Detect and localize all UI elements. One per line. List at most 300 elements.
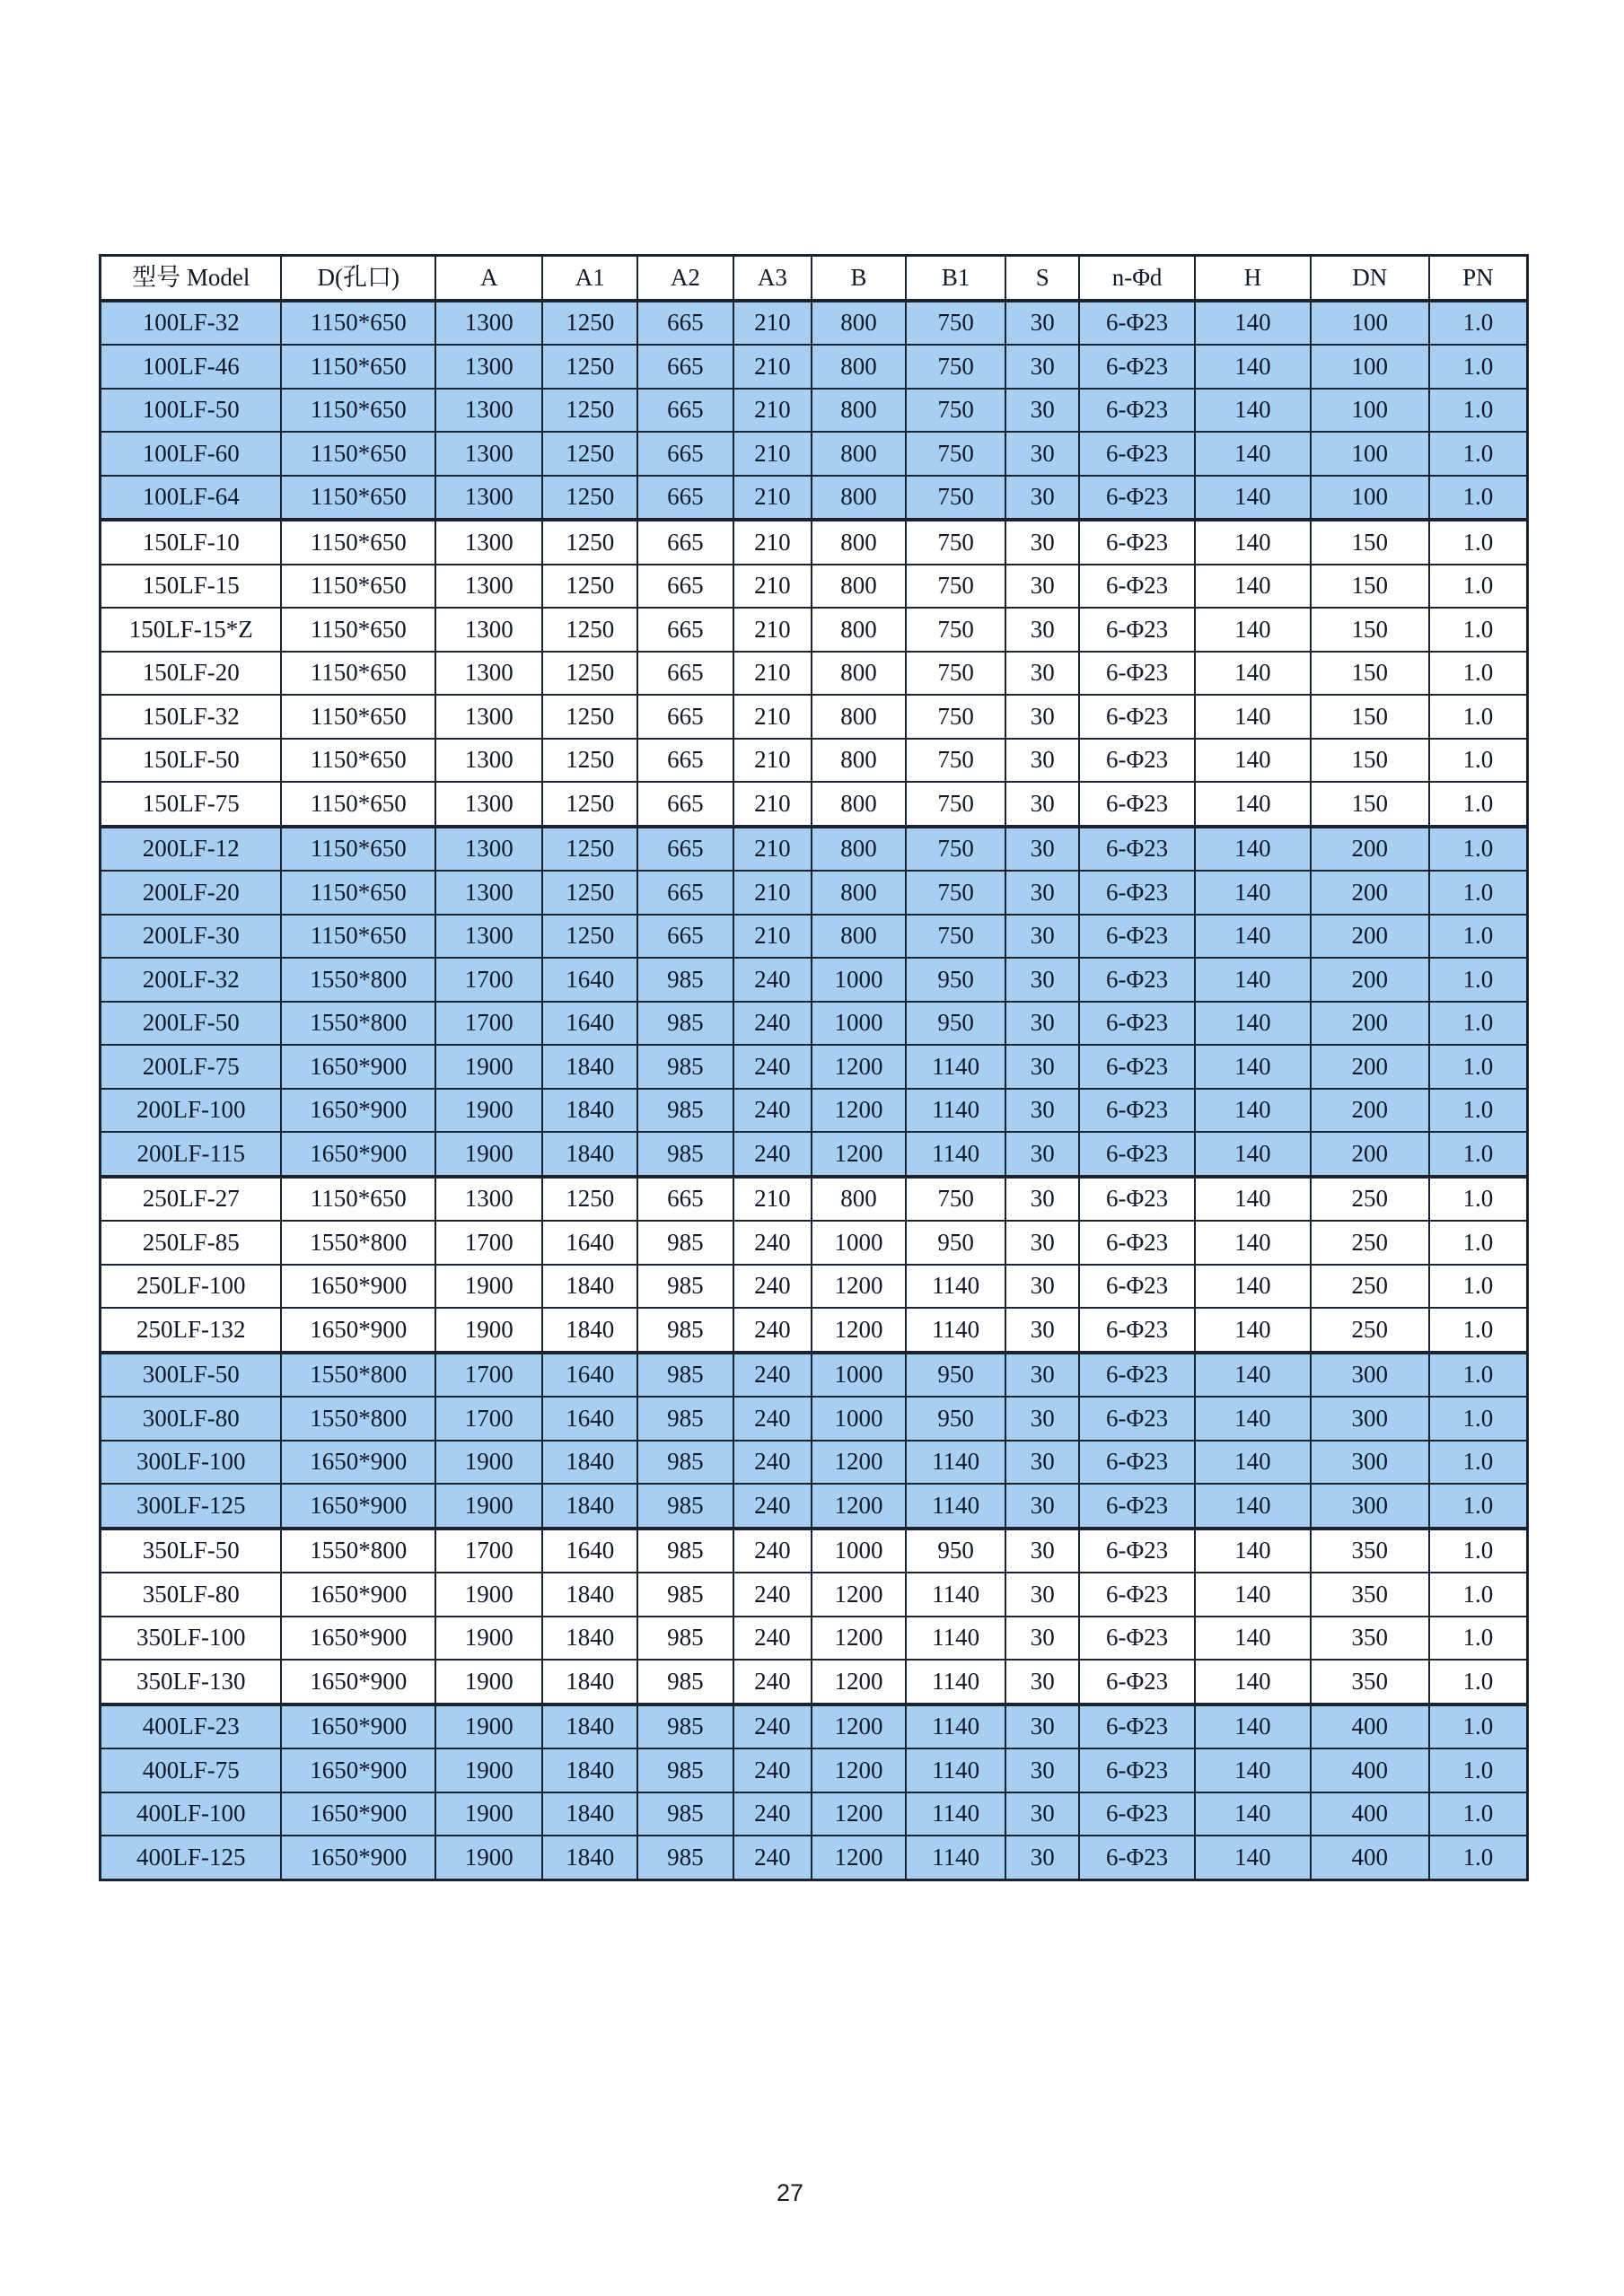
table-cell: 1140 — [906, 1617, 1005, 1661]
table-cell: 1.0 — [1429, 1177, 1528, 1222]
table-cell: 1300 — [435, 827, 542, 872]
table-cell: 1200 — [812, 1484, 906, 1529]
table-cell: 6-Φ23 — [1079, 782, 1195, 827]
table-cell: 800 — [812, 565, 906, 609]
table-cell: 240 — [733, 1353, 812, 1398]
table-cell: 1550*800 — [281, 1397, 435, 1441]
model-cell: 400LF-23 — [101, 1704, 282, 1749]
table-row-150lf-20 — [101, 652, 1528, 696]
table-cell: 665 — [637, 520, 733, 565]
table-cell: 30 — [1005, 389, 1079, 433]
table-cell: 1200 — [812, 1308, 906, 1353]
table-cell: 750 — [906, 782, 1005, 827]
table-cell: 210 — [733, 565, 812, 609]
table-row-100lf-46 — [101, 345, 1528, 389]
table-cell: 1300 — [435, 782, 542, 827]
table-cell: 1650*900 — [281, 1617, 435, 1661]
table-cell: 800 — [812, 739, 906, 783]
table-cell: 140 — [1195, 1660, 1311, 1704]
table-cell: 140 — [1195, 739, 1311, 783]
table-cell: 300 — [1311, 1397, 1429, 1441]
table-cell: 1.0 — [1429, 476, 1528, 521]
column-header-s: S — [1005, 256, 1079, 301]
table-cell: 140 — [1195, 1089, 1311, 1133]
table-cell: 1140 — [906, 1132, 1005, 1177]
table-cell: 240 — [733, 1002, 812, 1046]
table-cell: 1840 — [542, 1484, 637, 1529]
table-row-200lf-20 — [101, 871, 1528, 915]
table-cell: 250 — [1311, 1308, 1429, 1353]
model-cell: 200LF-30 — [101, 915, 282, 959]
table-cell: 1250 — [542, 389, 637, 433]
table-cell: 1150*650 — [281, 432, 435, 476]
table-cell: 1300 — [435, 520, 542, 565]
table-cell: 240 — [733, 958, 812, 1002]
table-cell: 750 — [906, 652, 1005, 696]
table-cell: 665 — [637, 389, 733, 433]
table-cell: 240 — [733, 1089, 812, 1133]
model-cell: 200LF-100 — [101, 1089, 282, 1133]
table-cell: 1250 — [542, 432, 637, 476]
table-cell: 210 — [733, 476, 812, 521]
table-cell: 100 — [1311, 432, 1429, 476]
table-row-150lf-10 — [101, 520, 1528, 565]
table-cell: 6-Φ23 — [1079, 827, 1195, 872]
table-cell: 1200 — [812, 1617, 906, 1661]
table-cell: 665 — [637, 695, 733, 739]
table-cell: 1840 — [542, 1265, 637, 1309]
table-cell: 140 — [1195, 565, 1311, 609]
table-cell: 800 — [812, 871, 906, 915]
table-cell: 140 — [1195, 1132, 1311, 1177]
table-row-150lf-15*z — [101, 608, 1528, 652]
table-cell: 1650*900 — [281, 1792, 435, 1836]
table-cell: 1.0 — [1429, 958, 1528, 1002]
table-cell: 1.0 — [1429, 1748, 1528, 1792]
table-cell: 1.0 — [1429, 782, 1528, 827]
table-cell: 240 — [733, 1836, 812, 1880]
table-cell: 240 — [733, 1704, 812, 1749]
table-cell: 985 — [637, 1617, 733, 1661]
table-cell: 30 — [1005, 1617, 1079, 1661]
table-cell: 6-Φ23 — [1079, 652, 1195, 696]
model-cell: 400LF-75 — [101, 1748, 282, 1792]
table-cell: 665 — [637, 1177, 733, 1222]
table-cell: 30 — [1005, 1484, 1079, 1529]
table-cell: 1.0 — [1429, 1792, 1528, 1836]
table-cell: 1250 — [542, 695, 637, 739]
table-cell: 1700 — [435, 1221, 542, 1265]
table-cell: 750 — [906, 871, 1005, 915]
table-cell: 800 — [812, 432, 906, 476]
table-cell: 1150*650 — [281, 345, 435, 389]
model-cell: 150LF-75 — [101, 782, 282, 827]
table-cell: 210 — [733, 871, 812, 915]
table-cell: 985 — [637, 1660, 733, 1704]
table-cell: 100 — [1311, 389, 1429, 433]
table-row-100lf-64 — [101, 476, 1528, 521]
table-cell: 140 — [1195, 476, 1311, 521]
table-cell: 985 — [637, 1353, 733, 1398]
table-cell: 1300 — [435, 608, 542, 652]
table-cell: 30 — [1005, 1045, 1079, 1089]
table-cell: 1840 — [542, 1704, 637, 1749]
table-cell: 140 — [1195, 871, 1311, 915]
table-cell: 1900 — [435, 1836, 542, 1880]
spec-table-container — [99, 254, 1529, 1881]
table-cell: 1140 — [906, 1748, 1005, 1792]
table-cell: 30 — [1005, 1397, 1079, 1441]
table-cell: 1.0 — [1429, 345, 1528, 389]
table-cell: 1300 — [435, 389, 542, 433]
table-cell: 1640 — [542, 1221, 637, 1265]
table-cell: 950 — [906, 958, 1005, 1002]
table-cell: 210 — [733, 827, 812, 872]
table-cell: 150 — [1311, 520, 1429, 565]
table-cell: 140 — [1195, 1704, 1311, 1749]
table-cell: 1.0 — [1429, 1089, 1528, 1133]
table-cell: 140 — [1195, 1177, 1311, 1222]
table-cell: 6-Φ23 — [1079, 389, 1195, 433]
model-cell: 150LF-10 — [101, 520, 282, 565]
table-cell: 1650*900 — [281, 1089, 435, 1133]
table-row-400lf-100 — [101, 1792, 1528, 1836]
table-row-300lf-100 — [101, 1441, 1528, 1485]
table-cell: 1300 — [435, 695, 542, 739]
table-cell: 1150*650 — [281, 608, 435, 652]
table-cell: 1200 — [812, 1045, 906, 1089]
table-cell: 210 — [733, 695, 812, 739]
table-cell: 30 — [1005, 565, 1079, 609]
table-row-200lf-100 — [101, 1089, 1528, 1133]
table-cell: 1.0 — [1429, 301, 1528, 346]
table-row-350lf-100 — [101, 1617, 1528, 1661]
table-cell: 140 — [1195, 1748, 1311, 1792]
table-cell: 1250 — [542, 520, 637, 565]
table-cell: 750 — [906, 739, 1005, 783]
table-cell: 140 — [1195, 520, 1311, 565]
table-cell: 1.0 — [1429, 871, 1528, 915]
table-cell: 750 — [906, 301, 1005, 346]
table-cell: 800 — [812, 520, 906, 565]
table-cell: 1900 — [435, 1484, 542, 1529]
table-cell: 750 — [906, 695, 1005, 739]
model-cell: 150LF-15 — [101, 565, 282, 609]
table-cell: 140 — [1195, 958, 1311, 1002]
table-cell: 985 — [637, 1529, 733, 1573]
table-cell: 1.0 — [1429, 1573, 1528, 1617]
table-cell: 985 — [637, 1836, 733, 1880]
table-cell: 30 — [1005, 1441, 1079, 1485]
table-cell: 750 — [906, 389, 1005, 433]
table-cell: 1200 — [812, 1265, 906, 1309]
table-cell: 150 — [1311, 782, 1429, 827]
table-cell: 210 — [733, 608, 812, 652]
table-row-250lf-132 — [101, 1308, 1528, 1353]
model-cell: 200LF-20 — [101, 871, 282, 915]
table-cell: 30 — [1005, 1177, 1079, 1222]
table-cell: 1.0 — [1429, 1704, 1528, 1749]
table-cell: 665 — [637, 652, 733, 696]
table-cell: 1840 — [542, 1308, 637, 1353]
table-cell: 30 — [1005, 1573, 1079, 1617]
model-cell: 350LF-80 — [101, 1573, 282, 1617]
table-cell: 6-Φ23 — [1079, 565, 1195, 609]
column-header-h: H — [1195, 256, 1311, 301]
table-row-100lf-50 — [101, 389, 1528, 433]
table-cell: 1300 — [435, 565, 542, 609]
table-cell: 210 — [733, 1177, 812, 1222]
table-cell: 140 — [1195, 1221, 1311, 1265]
table-cell: 100 — [1311, 476, 1429, 521]
table-cell: 800 — [812, 915, 906, 959]
table-cell: 1140 — [906, 1573, 1005, 1617]
table-cell: 985 — [637, 1132, 733, 1177]
table-cell: 400 — [1311, 1748, 1429, 1792]
table-cell: 6-Φ23 — [1079, 476, 1195, 521]
table-cell: 1840 — [542, 1045, 637, 1089]
model-cell: 150LF-20 — [101, 652, 282, 696]
table-row-200lf-12 — [101, 827, 1528, 872]
table-cell: 1150*650 — [281, 1177, 435, 1222]
table-cell: 6-Φ23 — [1079, 608, 1195, 652]
table-cell: 1550*800 — [281, 1002, 435, 1046]
table-cell: 1200 — [812, 1089, 906, 1133]
table-cell: 30 — [1005, 1748, 1079, 1792]
table-cell: 210 — [733, 389, 812, 433]
table-cell: 985 — [637, 1748, 733, 1792]
table-cell: 985 — [637, 1308, 733, 1353]
table-cell: 1200 — [812, 1792, 906, 1836]
table-cell: 1650*900 — [281, 1748, 435, 1792]
table-cell: 140 — [1195, 1002, 1311, 1046]
table-cell: 1840 — [542, 1617, 637, 1661]
table-cell: 950 — [906, 1397, 1005, 1441]
table-cell: 6-Φ23 — [1079, 871, 1195, 915]
table-cell: 30 — [1005, 1089, 1079, 1133]
model-cell: 200LF-12 — [101, 827, 282, 872]
model-cell: 350LF-130 — [101, 1660, 282, 1704]
table-cell: 950 — [906, 1221, 1005, 1265]
table-row-200lf-30 — [101, 915, 1528, 959]
table-cell: 665 — [637, 565, 733, 609]
table-cell: 350 — [1311, 1660, 1429, 1704]
table-header-row — [101, 256, 1528, 301]
table-cell: 6-Φ23 — [1079, 301, 1195, 346]
table-row-250lf-85 — [101, 1221, 1528, 1265]
table-cell: 1000 — [812, 1221, 906, 1265]
table-cell: 1.0 — [1429, 565, 1528, 609]
table-cell: 1000 — [812, 958, 906, 1002]
table-cell: 30 — [1005, 739, 1079, 783]
table-cell: 150 — [1311, 652, 1429, 696]
model-cell: 300LF-50 — [101, 1353, 282, 1398]
table-cell: 985 — [637, 1397, 733, 1441]
column-header-a3: A3 — [733, 256, 812, 301]
table-cell: 1650*900 — [281, 1045, 435, 1089]
table-cell: 1640 — [542, 1529, 637, 1573]
table-cell: 200 — [1311, 1132, 1429, 1177]
table-cell: 1.0 — [1429, 1397, 1528, 1441]
table-row-200lf-115 — [101, 1132, 1528, 1177]
table-cell: 1840 — [542, 1836, 637, 1880]
table-cell: 30 — [1005, 958, 1079, 1002]
table-row-100lf-32 — [101, 301, 1528, 346]
table-cell: 1.0 — [1429, 1836, 1528, 1880]
model-cell: 150LF-50 — [101, 739, 282, 783]
table-cell: 800 — [812, 782, 906, 827]
table-cell: 1000 — [812, 1397, 906, 1441]
table-row-300lf-80 — [101, 1397, 1528, 1441]
table-cell: 240 — [733, 1748, 812, 1792]
table-cell: 1.0 — [1429, 1484, 1528, 1529]
table-cell: 1140 — [906, 1265, 1005, 1309]
table-cell: 140 — [1195, 1529, 1311, 1573]
table-cell: 1300 — [435, 432, 542, 476]
model-cell: 100LF-46 — [101, 345, 282, 389]
table-cell: 6-Φ23 — [1079, 1484, 1195, 1529]
column-header-d: D(孔口) — [281, 256, 435, 301]
table-cell: 1150*650 — [281, 782, 435, 827]
table-cell: 665 — [637, 608, 733, 652]
table-cell: 1.0 — [1429, 389, 1528, 433]
table-cell: 1900 — [435, 1748, 542, 1792]
table-cell: 1.0 — [1429, 1308, 1528, 1353]
table-cell: 30 — [1005, 695, 1079, 739]
table-cell: 750 — [906, 915, 1005, 959]
table-cell: 1150*650 — [281, 565, 435, 609]
table-cell: 985 — [637, 958, 733, 1002]
table-cell: 6-Φ23 — [1079, 1353, 1195, 1398]
table-cell: 1250 — [542, 1177, 637, 1222]
model-cell: 300LF-80 — [101, 1397, 282, 1441]
table-cell: 6-Φ23 — [1079, 1089, 1195, 1133]
table-cell: 210 — [733, 739, 812, 783]
table-cell: 1840 — [542, 1792, 637, 1836]
table-cell: 1250 — [542, 476, 637, 521]
table-cell: 240 — [733, 1397, 812, 1441]
table-cell: 985 — [637, 1089, 733, 1133]
table-cell: 240 — [733, 1221, 812, 1265]
table-cell: 30 — [1005, 1704, 1079, 1749]
table-cell: 140 — [1195, 827, 1311, 872]
table-cell: 1900 — [435, 1265, 542, 1309]
table-cell: 140 — [1195, 301, 1311, 346]
table-cell: 1.0 — [1429, 1441, 1528, 1485]
model-cell: 100LF-64 — [101, 476, 282, 521]
table-row-400lf-23 — [101, 1704, 1528, 1749]
table-cell: 1900 — [435, 1573, 542, 1617]
table-cell: 6-Φ23 — [1079, 915, 1195, 959]
table-cell: 30 — [1005, 476, 1079, 521]
column-header-pn: PN — [1429, 256, 1528, 301]
column-header-a2: A2 — [637, 256, 733, 301]
table-cell: 950 — [906, 1353, 1005, 1398]
table-cell: 1140 — [906, 1308, 1005, 1353]
table-cell: 1200 — [812, 1836, 906, 1880]
table-cell: 1900 — [435, 1132, 542, 1177]
table-cell: 1700 — [435, 1002, 542, 1046]
table-cell: 140 — [1195, 1265, 1311, 1309]
table-cell: 800 — [812, 608, 906, 652]
page-number: 27 — [776, 2179, 804, 2206]
column-header-model: 型号 Model — [101, 256, 282, 301]
table-cell: 240 — [733, 1484, 812, 1529]
table-cell: 30 — [1005, 782, 1079, 827]
table-cell: 30 — [1005, 871, 1079, 915]
model-cell: 200LF-115 — [101, 1132, 282, 1177]
table-cell: 6-Φ23 — [1079, 1221, 1195, 1265]
table-cell: 150 — [1311, 739, 1429, 783]
table-cell: 1150*650 — [281, 389, 435, 433]
table-cell: 6-Φ23 — [1079, 1132, 1195, 1177]
table-cell: 1140 — [906, 1792, 1005, 1836]
table-cell: 1840 — [542, 1660, 637, 1704]
table-cell: 6-Φ23 — [1079, 520, 1195, 565]
table-cell: 800 — [812, 301, 906, 346]
table-cell: 1200 — [812, 1573, 906, 1617]
table-cell: 140 — [1195, 1308, 1311, 1353]
table-cell: 400 — [1311, 1704, 1429, 1749]
table-cell: 1.0 — [1429, 1045, 1528, 1089]
table-cell: 250 — [1311, 1177, 1429, 1222]
table-cell: 6-Φ23 — [1079, 1792, 1195, 1836]
table-cell: 140 — [1195, 1397, 1311, 1441]
table-cell: 1.0 — [1429, 520, 1528, 565]
table-cell: 240 — [733, 1265, 812, 1309]
table-cell: 1.0 — [1429, 1221, 1528, 1265]
table-cell: 100 — [1311, 301, 1429, 346]
table-cell: 1250 — [542, 915, 637, 959]
table-cell: 1650*900 — [281, 1836, 435, 1880]
table-cell: 665 — [637, 871, 733, 915]
table-cell: 950 — [906, 1002, 1005, 1046]
table-cell: 210 — [733, 782, 812, 827]
table-row-350lf-130 — [101, 1660, 1528, 1704]
table-cell: 1140 — [906, 1045, 1005, 1089]
table-cell: 800 — [812, 476, 906, 521]
table-cell: 30 — [1005, 432, 1079, 476]
table-cell: 6-Φ23 — [1079, 1441, 1195, 1485]
table-cell: 1150*650 — [281, 915, 435, 959]
table-cell: 400 — [1311, 1836, 1429, 1880]
table-cell: 30 — [1005, 1529, 1079, 1573]
table-cell: 1300 — [435, 652, 542, 696]
table-cell: 1.0 — [1429, 1660, 1528, 1704]
table-cell: 1550*800 — [281, 1529, 435, 1573]
table-cell: 1300 — [435, 301, 542, 346]
table-cell: 200 — [1311, 871, 1429, 915]
table-cell: 150 — [1311, 608, 1429, 652]
table-cell: 750 — [906, 476, 1005, 521]
table-cell: 1840 — [542, 1089, 637, 1133]
table-cell: 1650*900 — [281, 1573, 435, 1617]
table-cell: 1140 — [906, 1836, 1005, 1880]
table-cell: 200 — [1311, 1089, 1429, 1133]
table-cell: 1250 — [542, 652, 637, 696]
table-cell: 800 — [812, 345, 906, 389]
table-cell: 1.0 — [1429, 827, 1528, 872]
table-cell: 200 — [1311, 827, 1429, 872]
table-cell: 30 — [1005, 1002, 1079, 1046]
table-cell: 140 — [1195, 432, 1311, 476]
table-cell: 140 — [1195, 389, 1311, 433]
table-cell: 350 — [1311, 1573, 1429, 1617]
table-cell: 300 — [1311, 1353, 1429, 1398]
table-cell: 30 — [1005, 345, 1079, 389]
column-header-a: A — [435, 256, 542, 301]
table-cell: 1300 — [435, 1177, 542, 1222]
